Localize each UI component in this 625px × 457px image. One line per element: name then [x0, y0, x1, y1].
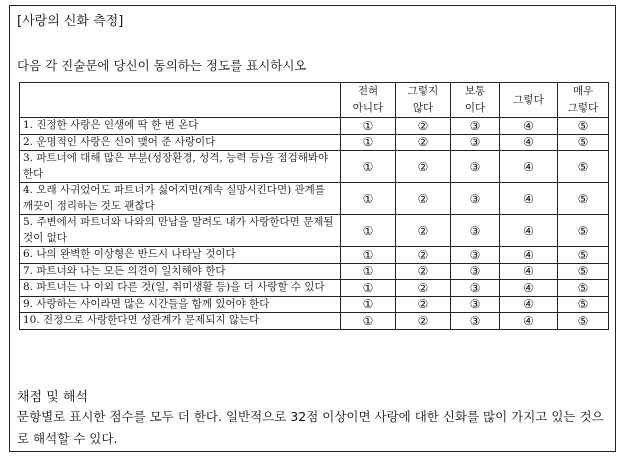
option-5[interactable]: ⑤ [558, 247, 609, 264]
statement-header [20, 83, 341, 118]
option-5[interactable]: ⑤ [558, 263, 609, 280]
table-row [20, 118, 609, 135]
option-4[interactable]: ④ [500, 313, 558, 330]
statement-text: 10. 진정으로 사랑한다면 성관계가 문제되지 않는다 [20, 313, 341, 330]
option-4[interactable]: ④ [500, 296, 558, 313]
statement-text: 8. 파트너는 나 이외 다른 것(일, 취미생활 등)을 더 사랑할 수 있다 [20, 280, 341, 297]
table-row [20, 215, 609, 247]
header-strongly-disagree: 전혀 아니다 [341, 83, 396, 118]
option-4[interactable]: ④ [500, 118, 558, 135]
option-3[interactable]: ③ [451, 134, 500, 151]
option-4[interactable]: ④ [500, 151, 558, 183]
header-neutral: 보통 이다 [451, 83, 500, 118]
option-2[interactable]: ② [396, 263, 451, 280]
option-3[interactable]: ③ [451, 151, 500, 183]
option-2[interactable]: ② [396, 296, 451, 313]
option-3[interactable]: ③ [451, 183, 500, 215]
table-row [20, 313, 609, 330]
header-agree: 그렇다 [500, 83, 558, 118]
table-row [20, 134, 609, 151]
option-4[interactable]: ④ [500, 134, 558, 151]
option-1[interactable]: ① [341, 183, 396, 215]
table-row [20, 183, 609, 215]
document-title: [사랑의 신화 측정] [17, 14, 124, 29]
option-5[interactable]: ⑤ [558, 313, 609, 330]
option-5[interactable]: ⑤ [558, 280, 609, 297]
survey-table [19, 82, 609, 330]
header-strongly-agree: 매우 그렇다 [558, 83, 609, 118]
option-1[interactable]: ① [341, 215, 396, 247]
option-3[interactable]: ③ [451, 296, 500, 313]
option-3[interactable]: ③ [451, 215, 500, 247]
option-2[interactable]: ② [396, 134, 451, 151]
option-4[interactable]: ④ [500, 247, 558, 264]
statement-text: 4. 오래 사귀었어도 파트너가 싫어지면(계속 실망시킨다면) 관계를 깨끗이 정리하는 것도 괜찮다 [20, 183, 341, 215]
option-4[interactable]: ④ [500, 183, 558, 215]
option-3[interactable]: ③ [451, 263, 500, 280]
option-1[interactable]: ① [341, 118, 396, 135]
header-disagree: 그렇지 않다 [396, 83, 451, 118]
option-3[interactable]: ③ [451, 247, 500, 264]
option-2[interactable]: ② [396, 183, 451, 215]
statement-text: 6. 나의 완벽한 이상형은 반드시 나타날 것이다 [20, 247, 341, 264]
option-2[interactable]: ② [396, 313, 451, 330]
statement-text: 9. 사랑하는 사이라면 많은 시간들을 함께 있어야 한다 [20, 296, 341, 313]
table-row [20, 151, 609, 183]
option-1[interactable]: ① [341, 134, 396, 151]
option-1[interactable]: ① [341, 280, 396, 297]
scoring-title: 채점 및 해석 [17, 390, 89, 405]
option-2[interactable]: ② [396, 151, 451, 183]
option-2[interactable]: ② [396, 118, 451, 135]
option-4[interactable]: ④ [500, 263, 558, 280]
option-5[interactable]: ⑤ [558, 183, 609, 215]
option-3[interactable]: ③ [451, 313, 500, 330]
scoring-text: 문항별로 표시한 점수를 모두 더 한다. 일반적으로 32점 이상이면 사랑에 대한 신화를 많이 가지고 있는 것으로 해석할 수 있다. [17, 409, 604, 446]
option-5[interactable]: ⑤ [558, 296, 609, 313]
option-1[interactable]: ① [341, 313, 396, 330]
table-row [20, 296, 609, 313]
option-2[interactable]: ② [396, 247, 451, 264]
option-4[interactable]: ④ [500, 215, 558, 247]
option-5[interactable]: ⑤ [558, 151, 609, 183]
option-5[interactable]: ⑤ [558, 118, 609, 135]
option-1[interactable]: ① [341, 263, 396, 280]
statement-text: 5. 주변에서 파트너와 나와의 만남을 말려도 내가 사랑한다면 문제될 것이 없다 [20, 215, 341, 247]
option-1[interactable]: ① [341, 151, 396, 183]
option-1[interactable]: ① [341, 247, 396, 264]
statement-text: 3. 파트너에 대해 많은 부분(성장환경, 성격, 능력 등)을 점검해봐야 한다 [20, 151, 341, 183]
option-2[interactable]: ② [396, 280, 451, 297]
option-5[interactable]: ⑤ [558, 215, 609, 247]
statement-text: 7. 파트너와 나는 모든 의견이 일치해야 한다 [20, 263, 341, 280]
option-2[interactable]: ② [396, 215, 451, 247]
option-1[interactable]: ① [341, 296, 396, 313]
option-3[interactable]: ③ [451, 280, 500, 297]
table-row [20, 280, 609, 297]
header-row [20, 83, 609, 118]
instruction-text: 다음 각 진술문에 당신이 동의하는 정도를 표시하시오 [17, 58, 307, 73]
option-4[interactable]: ④ [500, 280, 558, 297]
statement-text: 1. 진정한 사랑은 인생에 딱 한 번 온다 [20, 118, 341, 135]
option-3[interactable]: ③ [451, 118, 500, 135]
document-frame [9, 5, 616, 452]
statement-text: 2. 운명적인 사랑은 신이 맺어 준 사랑이다 [20, 134, 341, 151]
option-5[interactable]: ⑤ [558, 134, 609, 151]
table-row [20, 263, 609, 280]
table-row [20, 247, 609, 264]
